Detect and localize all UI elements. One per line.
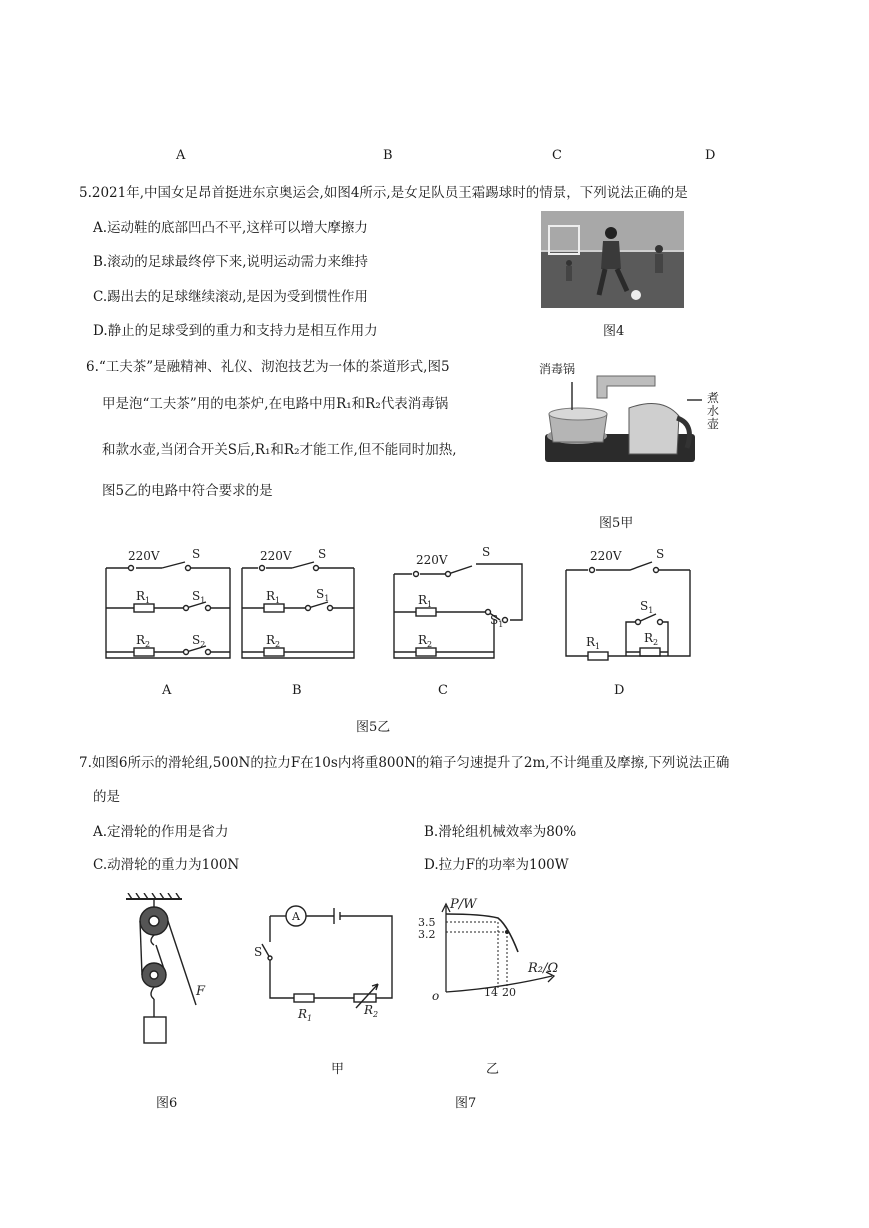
r2-label: $R_2$: [364, 1003, 379, 1019]
d-r2-label: $R_2$: [644, 631, 659, 647]
b-voltage-label: 220V: [260, 549, 292, 563]
q5-option-c: C.踢出去的足球继续滚动,是因为受到惯性作用: [93, 289, 368, 305]
a-voltage-label: 220V: [128, 549, 160, 563]
circuit-label-c: C: [438, 683, 448, 698]
fig5-yi-caption: 图5乙: [356, 720, 391, 735]
tea-stove-photo: [537, 356, 737, 468]
d-s1-label: $S_1$: [640, 599, 654, 615]
q5-option-a: A.运动鞋的底部凹凸不平,这样可以增大摩擦力: [93, 220, 368, 236]
fig5-jia-caption: 图5甲: [599, 516, 634, 531]
switch-s-label: S: [254, 945, 263, 959]
q7-option-a: A.定滑轮的作用是省力: [93, 824, 229, 840]
q7-option-b: B.滑轮组机械效率为80%: [424, 824, 577, 840]
graph-origin: o: [432, 989, 440, 1003]
q5-option-b: B.滚动的足球最终停下来,说明运动需力来维持: [93, 254, 369, 270]
q6-line-3: 和款水壶,当闭合开关S后,R₁和R₂才能工作,但不能同时加热,: [102, 442, 457, 458]
top-label-a: A: [176, 148, 186, 163]
q6-line-1: 6.“工夫茶”是融精神、礼仪、沏泡技艺为一体的茶道形式,图5: [86, 359, 450, 375]
c-s1-label: $S_1$: [490, 613, 504, 629]
b-s1-label: $S_1$: [316, 587, 330, 603]
d-switch-s-label: S: [656, 547, 665, 561]
ytick-3-2: 3.2: [418, 928, 436, 941]
b-switch-s-label: S: [318, 547, 327, 561]
a-r1-label: $R_1$: [136, 589, 151, 605]
top-label-d: D: [705, 148, 716, 163]
xtick-20: 20: [502, 986, 516, 999]
c-r1-label: $R_1$: [418, 593, 433, 609]
power-resistance-graph: [412, 892, 572, 1022]
fig6-caption: 图6: [156, 1096, 178, 1111]
circuit-b: [242, 562, 354, 658]
b-r2-label: $R_2$: [266, 633, 281, 649]
a-s2-label: $S_2$: [192, 633, 206, 649]
fig7-jia-caption: 甲: [331, 1062, 345, 1077]
q5-option-d: D.静止的足球受到的重力和支持力是相互作用力: [93, 323, 378, 339]
d-r1-label: $R_1$: [586, 635, 601, 651]
graph-xlabel: R₂/Ω: [528, 961, 559, 976]
a-switch-s-label: S: [192, 547, 201, 561]
q6-line-2: 甲是泡“工夫茶”用的电茶炉,在电路中用R₁和R₂代表消毒锅: [102, 396, 449, 412]
q7-option-c: C.动滑轮的重力为100N: [93, 857, 240, 873]
q5-stem: 5.2021年,中国女足昂首挺进东京奥运会,如图4所示,是女足队员王霜踢球时的情景，下列说法正确的是: [79, 185, 688, 201]
top-label-c: C: [552, 148, 562, 163]
c-r2-label: $R_2$: [418, 633, 433, 649]
d-voltage-label: 220V: [590, 549, 622, 563]
pulley-system-diagram: [120, 893, 220, 1053]
a-s1-label: $S_1$: [192, 589, 206, 605]
q7-option-d: D.拉力F的功率为100W: [424, 857, 569, 873]
ytick-3-5: 3.5: [418, 916, 436, 929]
circuit-c: [394, 564, 522, 658]
fig7-caption: 图7: [455, 1096, 477, 1111]
q7-stem-line-2: 的是: [93, 789, 120, 805]
label-disinfection-pot: 消毒锅: [539, 362, 576, 376]
circuit-label-a: A: [162, 683, 172, 698]
q7-stem-line-1: 7.如图6所示的滑轮组,500N的拉力F在10s内将重800N的箱子匀速提升了2m,不计绳重及摩擦,下列说法正确: [79, 755, 730, 771]
a-r2-label: $R_2$: [136, 633, 151, 649]
ammeter-label: A: [292, 910, 300, 923]
circuit-d: [566, 562, 690, 660]
label-kettle: 煮水壶: [707, 391, 720, 431]
fig7-yi-caption: 乙: [486, 1062, 500, 1077]
top-label-b: B: [383, 148, 393, 163]
fig7-circuit-diagram: [254, 900, 404, 1025]
graph-ylabel: P/W: [450, 897, 477, 912]
c-switch-s-label: S: [482, 545, 491, 559]
circuit-label-d: D: [614, 683, 625, 698]
fig4-caption: 图4: [603, 324, 625, 339]
q6-line-4: 图5乙的电路中符合要求的是: [102, 483, 273, 499]
c-voltage-label: 220V: [416, 553, 448, 567]
circuit-diagrams-fig5: [100, 540, 720, 670]
circuit-a: [106, 562, 230, 658]
soccer-photo: [541, 211, 684, 308]
r1-label: $R_1$: [298, 1007, 313, 1023]
xtick-14: 14: [484, 986, 498, 999]
circuit-label-b: B: [292, 683, 302, 698]
force-f-label: F: [196, 984, 206, 999]
b-r1-label: $R_1$: [266, 589, 281, 605]
